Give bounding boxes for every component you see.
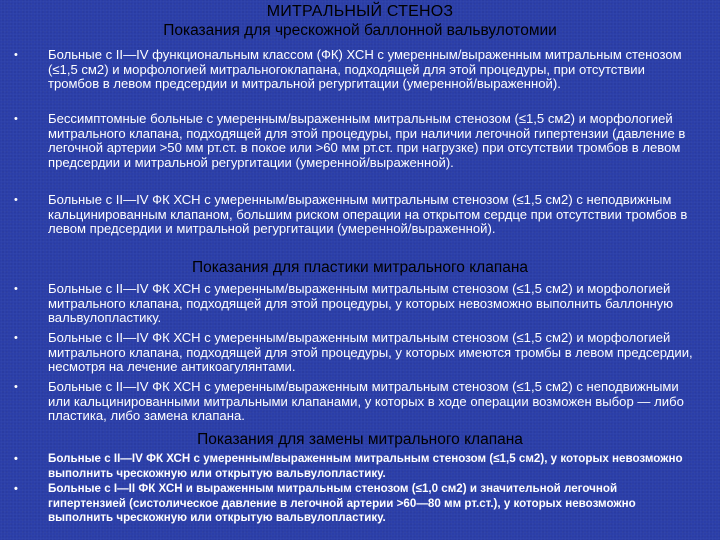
list-item bbox=[14, 281, 698, 326]
list-item-text: Больные с II—IV ФК ХСН с умеренным/выраженным митральным стенозом (≤1,5 см2) с неподвижным кальцинированным клапаном, большим риском операции на открытом сердце при отсутствии тромбов в левом предсердии и митральной регургитации (умеренной/выраженной). bbox=[48, 192, 688, 237]
list-item-text: Больные с II—IV ФК ХСН с умеренным/выраженным митральным стенозом (≤1,5 см2) и морфологией митрального клапана, подходящей для этой процедуры, у которых невозможно выполнить баллонную вальвулопластику. bbox=[48, 281, 674, 326]
list-item bbox=[14, 192, 698, 237]
slide-title: МИТРАЛЬНЫЙ СТЕНОЗ bbox=[266, 3, 454, 20]
list-item-text: Больные с I—II ФК ХСН и выраженным митральным стенозом (≤1,0 см2) и значительной легочной гипертензией (систолическое давление в легочной артерии >60—80 мм рт.ст.), у которых невозможно выполнить чрескожную или открытую вальвулопластику. bbox=[48, 482, 636, 525]
list-item bbox=[14, 452, 698, 481]
section-heading-valve-repair: Показания для пластики митрального клапана bbox=[191, 259, 529, 276]
bullet: • bbox=[14, 283, 18, 295]
section-heading-valve-replacement: Показания для замены митрального клапана bbox=[197, 431, 523, 448]
list-item bbox=[14, 111, 698, 170]
list-item-text: Больные с II—IV функциональным классом (ФК) ХСН с умеренным/выраженным митральным стенозом (≤1,5 см2) и морфологией митральногоклапана, подходящей для этой процедуры, при отсутствии тромбов в левом предсердии и митральной регургитации (умеренной/выраженной). bbox=[48, 47, 682, 92]
bullet: • bbox=[14, 332, 18, 344]
bullet: • bbox=[14, 483, 18, 495]
list-item bbox=[14, 330, 698, 375]
bullet: • bbox=[14, 113, 18, 125]
list-item bbox=[14, 47, 698, 92]
list-item-text: Бессимптомные больные с умеренным/выраженным митральным стенозом (≤1,5 см2) и морфологией митрального клапана, подходящей для этой процедуры, при наличии легочной гипертензии (давление в легочной артерии >50 мм рт.ст. в покое или >60 мм рт.ст. при нагрузке) при отсутствии тромбов в левом предсердии и митральной регургитации (умеренной/выраженной). bbox=[48, 111, 686, 170]
list-item-text: Больные с II—IV ФК ХСН с умеренным/выраженным митральным стенозом (≤1,5 см2) и морфологией митрального клапана, подходящей для этой процедуры, у которых имеются тромбы в левом предсердии, несмотря на лечение антикоагулянтами. bbox=[48, 330, 693, 375]
list-item bbox=[14, 482, 698, 526]
list-item bbox=[14, 379, 698, 424]
list-item-text: Больные с II—IV ФК ХСН с умеренным/выраженным митральным стенозом (≤1,5 см2), у которых невозможно выполнить чрескожную или открытую вальвулопластику. bbox=[48, 452, 683, 480]
list-item-text: Больные с II—IV ФК ХСН с умеренным/выраженным митральным стенозом (≤1,5 см2) с неподвижными или кальцинированными митральными клапанами, у которых в ходе операции возможен выбор — либо пластика, либо замена клапана. bbox=[48, 379, 684, 424]
bullet: • bbox=[14, 453, 18, 465]
section-heading-balloon-valvulotomy: Показания для чрескожной баллонной вальвулотомии bbox=[163, 22, 557, 39]
bullet: • bbox=[14, 49, 18, 61]
bullet: • bbox=[14, 381, 18, 393]
bullet: • bbox=[14, 194, 18, 206]
